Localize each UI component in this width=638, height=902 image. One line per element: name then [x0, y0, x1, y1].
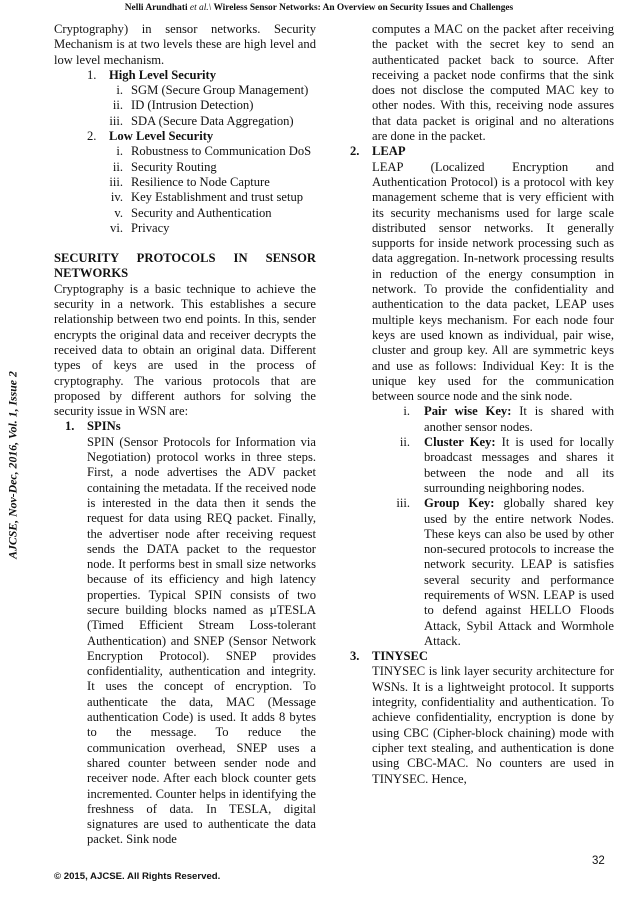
list-text: Security Routing [131, 159, 217, 174]
key-term: Pair wise Key: [424, 404, 512, 419]
list-number: 2. [87, 129, 97, 144]
list-text: Key Establishment and trust setup [131, 190, 304, 205]
header-title: Wireless Sensor Networks: An Overview on Security Issues and Challenges [213, 3, 514, 13]
level-high [87, 68, 316, 83]
section-title: TINYSEC [372, 649, 428, 664]
list-text: Security and Authentication [131, 205, 272, 220]
spins-paragraph: SPIN (Sensor Protocols for Information via Negotiation) protocol works in three steps. First, a node advertises the ADV packet containing the metadata. If the received node is interested in the data then it sends the request for data using REQ packet. Finally, the advertiser node after receiving request sends the DATA packet to the requestor node. It performs best in small size networks because of its efficiency and high latency properties. Typical SPIN consists of two secure building blocks named as µTESLA (Timed Efficient Stream Loss-tolerant Authentication) and SNEP (Sensor Network Encryption Protocol). SNEP provides confidentiality, authentication and integrity. It uses the concept of encryption. To authenticate the data, MAC (Message authentication Code) is used. It adds 8 bytes to the message. To reduce the communication overhead, SNEP uses a shared counter between sender node and receiver node. After each block counter gets incremented. Counter helps in identifying the freshness of data. In TESLA, digital signatures are used to authenticate the data packet. Sink node [87, 434, 316, 847]
list-number: iii. [109, 113, 123, 128]
list-number: ii. [112, 98, 123, 113]
intro-paragraph: Cryptography) in sensor networks. Security Mechanism is at two levels these are high level and low level mechanism. [54, 22, 316, 67]
list-text: Resilience to Node Capture [131, 174, 270, 189]
spins-continued-paragraph: computes a MAC on the packet after receiving the packet with the secret key to send an authenticated packet back to source. After receiving a packet node confirms that the sink does not disclose the computed MAC key to other nodes. With this, receiving node assures that data packet is original and no alterations are done in the packet. [372, 22, 614, 144]
list-item [87, 144, 316, 159]
list-item [87, 98, 316, 113]
list-text [424, 435, 614, 496]
list-number: i. [403, 404, 410, 419]
key-term: Group Key: [424, 496, 495, 511]
list-item [372, 404, 614, 435]
section-number: 1. [65, 419, 75, 434]
list-number: ii. [399, 435, 410, 450]
list-item [87, 175, 316, 190]
list-text: Privacy [131, 220, 170, 235]
section-title: LEAP [372, 144, 406, 159]
list-item [87, 160, 316, 175]
key-term: Cluster Key: [424, 435, 496, 450]
right-column [350, 22, 614, 787]
journal-citation: AJCSE, Nov-Dec, 2016, Vol. 1, Issue 2 [5, 371, 20, 559]
list-number: i. [116, 83, 123, 98]
spins-continued [362, 22, 614, 144]
level-title: Low Level Security [109, 129, 214, 144]
journal-sidebar [2, 300, 24, 630]
leap-paragraph: LEAP (Localized Encryption and Authentication Protocol) is a protocol with key management scheme that is very efficient with its security mechanisms used for large scale distributed sensor networks. It generally supports for inside network processing such as data aggregation. In-network processing results in reduction of the energy consumption in network. To provide the confidentiality and authentication to the data packet, LEAP uses multiple keys mechanism. For each node four keys are used known as individual, pair wise, cluster and group key. All are symmetric keys and use as follows: Individual Key: It is the unique key used for the communication between source node and the sink node. [372, 159, 614, 404]
tinysec-heading [350, 649, 614, 664]
list-item [87, 114, 316, 129]
tinysec-section [350, 649, 614, 787]
list-text: Robustness to Communication DoS [131, 144, 312, 159]
list-text: ID (Intrusion Detection) [131, 98, 254, 113]
crypto-paragraph: Cryptography is a basic technique to achieve the security in a network. This establishes a secure relationship between two end points. In this, sender encrypts the original data and receiver decrypts the received data to obtain an original data. Different types of keys are used in the process of cryptography. The various protocols that are proposed by different authors for solving the security issue in WSN are: [54, 281, 316, 419]
list-text: SGM (Secure Group Management) [131, 83, 309, 98]
list-text [424, 496, 614, 649]
key-desc: It is shared with another sensor nodes. [424, 404, 614, 434]
level-low [87, 129, 316, 144]
security-levels-list [54, 68, 316, 236]
list-item [372, 496, 614, 649]
leap-section [350, 144, 614, 649]
key-desc: globally shared key used by the entire network Nodes. These keys can also be used by other non-secured protocols to increase the network security. LEAP is satisfies several security and performance requirements of WSN. LEAP is used to defend against HELLO Floods Attack, Sybil Attack and Wormhole Attack. [424, 496, 614, 648]
spins-section [54, 419, 316, 847]
header-etal: et al.\ [189, 3, 212, 13]
level-title: High Level Security [109, 67, 217, 82]
list-number: iii. [109, 174, 123, 189]
list-number: 1. [87, 67, 97, 82]
tinysec-paragraph: TINYSEC is link layer security architecture for WSNs. It is a lightweight protocol. It supports integrity, confidentiality and authentication. To achieve confidentiality, encryption is done by using CBC (Cipher-block chaining) mode with cipher text stealing, and authentication is done using CBC-MAC. No counters are used in TINYSEC. Hence, [372, 664, 614, 786]
copyright-footer: © 2015, AJCSE. All Rights Reserved. [54, 871, 221, 882]
section-title: SPINs [87, 419, 121, 434]
list-number: v. [114, 205, 123, 220]
list-text [424, 404, 614, 435]
section-number: 2. [350, 144, 360, 159]
spins-heading [65, 419, 316, 434]
list-number: iii. [396, 496, 410, 511]
left-column [54, 22, 316, 848]
list-item [87, 190, 316, 205]
header-authors: Nelli Arundhati [124, 3, 188, 13]
list-number: ii. [112, 159, 123, 174]
list-text: SDA (Secure Data Aggregation) [131, 113, 294, 128]
key-desc: It is used for locally broadcast messages and shares it between the node and all its surrounding neighboring nodes. [424, 435, 614, 495]
list-item [372, 435, 614, 496]
list-number: vi. [110, 220, 123, 235]
section-number: 3. [350, 649, 360, 664]
page-number: 32 [592, 855, 605, 867]
list-item [87, 83, 316, 98]
list-number: iv. [110, 190, 123, 205]
list-item [87, 206, 316, 221]
running-header [0, 3, 638, 13]
section-heading: SECURITY PROTOCOLS IN SENSOR NETWORKS [54, 251, 316, 281]
list-item [87, 221, 316, 236]
leap-heading [350, 144, 614, 159]
list-number: i. [116, 144, 123, 159]
